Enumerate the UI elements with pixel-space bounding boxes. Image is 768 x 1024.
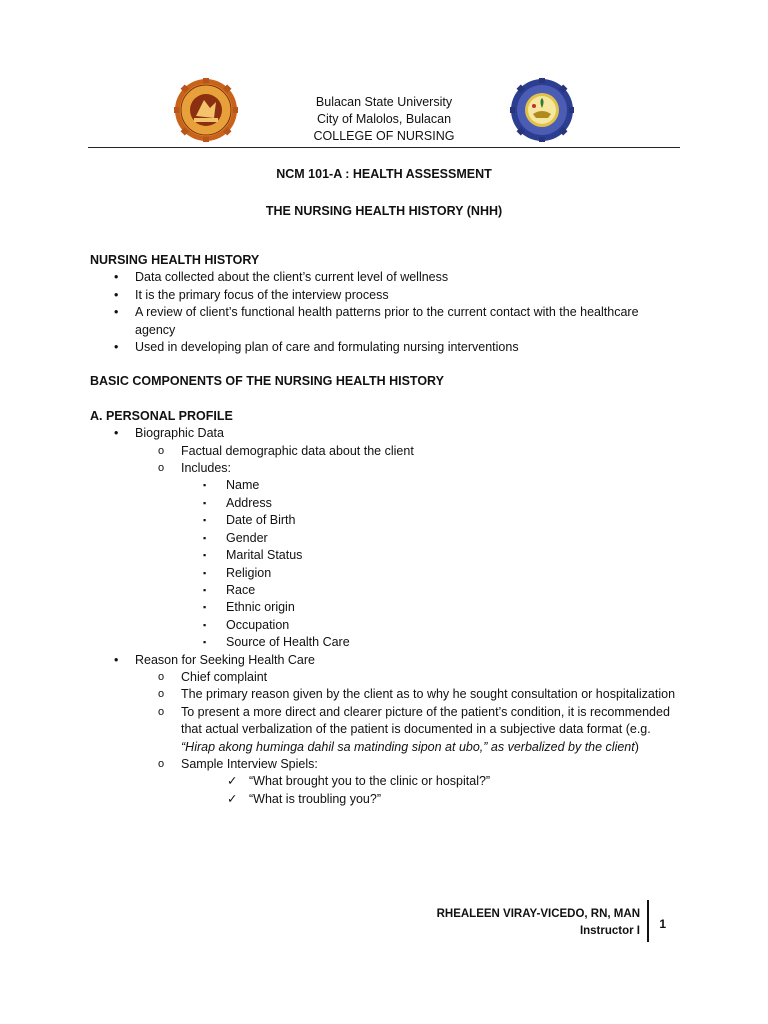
section-heading-components: BASIC COMPONENTS OF THE NURSING HEALTH HISTORY bbox=[90, 374, 444, 389]
college-name: COLLEGE OF NURSING bbox=[313, 129, 455, 143]
list-item: o The primary reason given by the client as to why he sought consultation or hospitalization bbox=[135, 686, 680, 703]
list-item: ▪ Occupation bbox=[181, 617, 680, 634]
college-of-nursing-seal-logo bbox=[510, 78, 574, 142]
verbatim-quote: “Hirap akong huminga dahil sa matinding sipon at ubo,” as verbalized by the client bbox=[181, 739, 635, 754]
university-heading bbox=[88, 94, 680, 145]
section-heading-personal-profile: A. PERSONAL PROFILE bbox=[90, 408, 233, 423]
square-marker: ▪ bbox=[203, 515, 207, 526]
list-item: o Sample Interview Spiels: ✓ “What brought you to the clinic or hospital?” ✓ “What is troubling you?” bbox=[135, 756, 680, 808]
list-item: • A review of client’s functional health patterns prior to the current contact with the healthcare agency bbox=[114, 305, 639, 337]
list-item: • Data collected about the client’s current level of wellness bbox=[90, 269, 680, 286]
list-item: • It is the primary focus of the interview process bbox=[90, 287, 680, 304]
circle-marker: o bbox=[158, 444, 165, 457]
list-item: o Factual demographic data about the client bbox=[135, 443, 680, 460]
list-item: ▪ Marital Status bbox=[181, 547, 680, 564]
circle-marker: o bbox=[158, 688, 165, 701]
circle-marker: o bbox=[158, 757, 165, 770]
square-marker: ▪ bbox=[203, 619, 207, 630]
course-title: NCM 101-A : HEALTH ASSESSMENT bbox=[276, 167, 492, 181]
bullet-marker: • bbox=[114, 270, 119, 285]
reason-sublist bbox=[135, 669, 680, 808]
nhh-bullet-list bbox=[90, 269, 680, 356]
list-item: o Includes: ▪ Name ▪ Address ▪ Date of Birth ▪ Gender ▪ Marital Status ▪ Religion ▪ Race ▪ Ethnic origin ▪ Occupation ▪ Source of Health Care bbox=[135, 460, 680, 651]
footer-divider bbox=[647, 900, 649, 942]
list-item: ▪ Ethnic origin bbox=[181, 599, 680, 616]
check-marker: ✓ bbox=[227, 791, 238, 806]
circle-marker: o bbox=[158, 705, 165, 718]
list-item: ✓ “What is troubling you?” bbox=[181, 791, 680, 808]
bullet-marker: • bbox=[114, 426, 119, 441]
list-item: ▪ Religion bbox=[181, 565, 680, 582]
list-item: ▪ Gender bbox=[181, 530, 680, 547]
square-marker: ▪ bbox=[203, 637, 207, 648]
section-heading-nhh: NURSING HEALTH HISTORY bbox=[90, 253, 260, 267]
square-marker: ▪ bbox=[203, 550, 207, 561]
list-item-reason-for-seeking-care: • Reason for Seeking Health Care o Chief complaint o The primary reason given by the client as to why he sought consultation or hospitalization o To present a more direct and clearer picture of the patient’s condition, it is recommended that actual verbalization of the patient is documented in a subjective data format (e.g. “Hirap akong huminga dahil sa matinding sipon at ubo,” as verbalized by the client) o Sample Interview Spiels: ✓ “What brought you to the clinic or hospital?” ✓ “What is troubling you?” bbox=[90, 652, 680, 809]
biographic-sublist bbox=[135, 443, 680, 652]
check-marker: ✓ bbox=[227, 774, 238, 789]
square-marker: ▪ bbox=[203, 567, 207, 578]
document-body bbox=[90, 252, 680, 808]
list-item: o Chief complaint bbox=[135, 669, 680, 686]
header-divider bbox=[88, 147, 680, 148]
list-item: ▪ Date of Birth bbox=[181, 512, 680, 529]
square-marker: ▪ bbox=[203, 602, 207, 613]
square-marker: ▪ bbox=[203, 497, 207, 508]
university-name: Bulacan State University bbox=[315, 95, 453, 109]
square-marker: ▪ bbox=[203, 584, 207, 595]
list-item: ▪ Name bbox=[181, 477, 680, 494]
square-marker: ▪ bbox=[203, 532, 207, 543]
document-title: THE NURSING HEALTH HISTORY (NHH) bbox=[265, 204, 503, 218]
author-name: RHEALEEN VIRAY-VICEDO, RN, MAN bbox=[436, 908, 640, 920]
circle-marker: o bbox=[158, 462, 165, 475]
list-item: ▪ Address bbox=[181, 495, 680, 512]
bullet-marker: • bbox=[114, 305, 119, 320]
personal-profile-list bbox=[90, 425, 680, 808]
university-city: City of Malolos, Bulacan bbox=[316, 112, 452, 126]
list-item: o To present a more direct and clearer picture of the patient’s condition, it is recommended that actual verbalization of the patient is documented in a subjective data format (e.g. “Hirap akong huminga dahil sa matinding sipon at ubo,” as verbalized by the client) bbox=[158, 704, 670, 754]
page-number: 1 bbox=[659, 917, 666, 931]
circle-marker: o bbox=[158, 670, 165, 683]
list-item: ▪ Source of Health Care bbox=[181, 634, 680, 651]
list-item-biographic-data: • Biographic Data o Factual demographic data about the client o Includes: ▪ Name ▪ Address ▪ Date of Birth ▪ Gender ▪ Marital Status ▪ Religion ▪ Race ▪ Ethnic origin ▪ Occupation ▪ Source of Health Care bbox=[90, 425, 680, 651]
bullet-marker: • bbox=[114, 287, 119, 302]
author-role: Instructor I bbox=[579, 925, 640, 937]
bullet-marker: • bbox=[114, 340, 119, 355]
bullet-marker: • bbox=[114, 652, 119, 667]
page-footer bbox=[88, 906, 680, 946]
letterhead bbox=[88, 74, 680, 148]
footer-author-block bbox=[437, 906, 640, 940]
includes-list bbox=[181, 477, 680, 651]
list-item: • Used in developing plan of care and formulating nursing interventions bbox=[90, 339, 680, 356]
spiels-list bbox=[181, 773, 680, 808]
list-item: ▪ Race bbox=[181, 582, 680, 599]
square-marker: ▪ bbox=[203, 480, 207, 491]
list-item: ✓ “What brought you to the clinic or hospital?” bbox=[181, 773, 680, 790]
